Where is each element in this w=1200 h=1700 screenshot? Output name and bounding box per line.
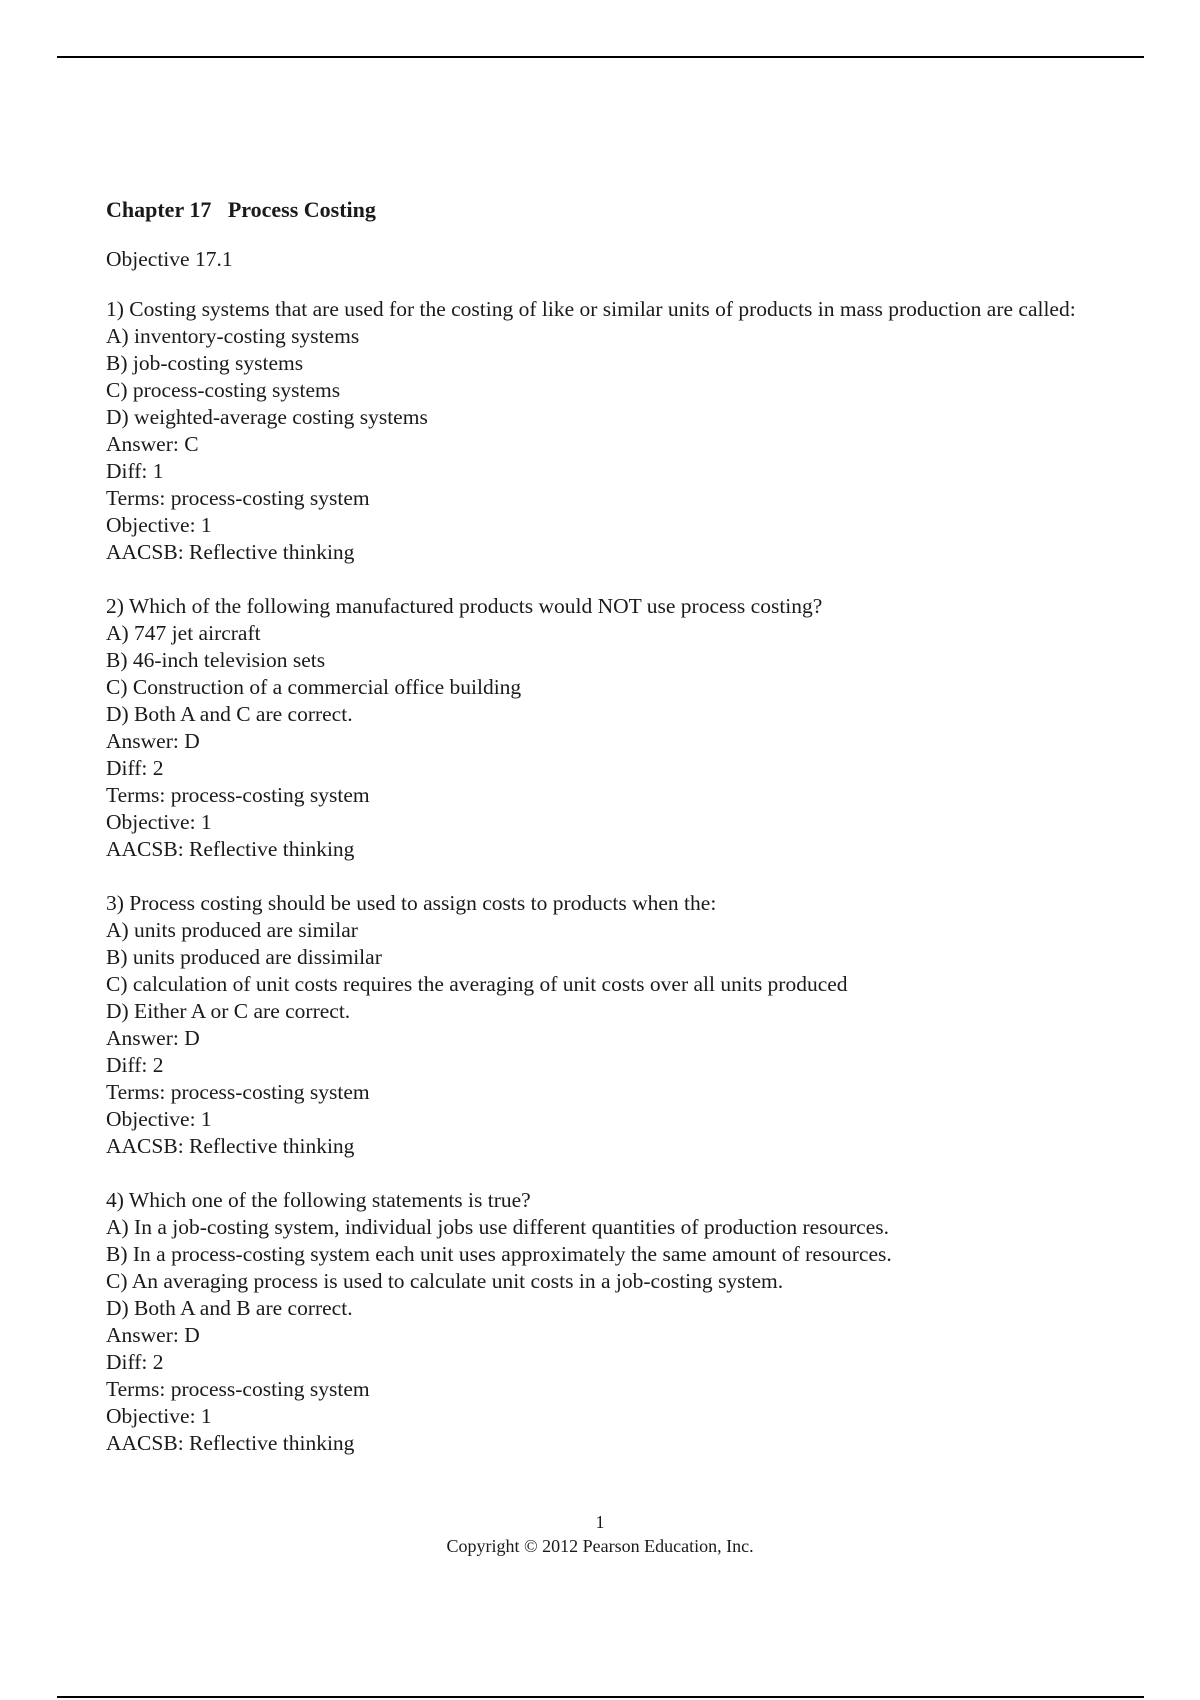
- answer-key: Answer: D: [106, 1323, 200, 1347]
- terms: Terms: process-costing system: [106, 783, 370, 807]
- objective-heading: Objective 17.1: [106, 247, 233, 271]
- answer-key: Answer: D: [106, 1026, 200, 1050]
- difficulty: Diff: 1: [106, 459, 164, 483]
- objective: Objective: 1: [106, 810, 212, 834]
- objective: Objective: 1: [106, 1107, 212, 1131]
- answer-option: B) units produced are dissimilar: [106, 945, 382, 969]
- answer-option: C) calculation of unit costs requires the averaging of unit costs over all units produced: [106, 972, 848, 996]
- terms: Terms: process-costing system: [106, 486, 370, 510]
- objective: Objective: 1: [106, 513, 212, 537]
- difficulty: Diff: 2: [106, 756, 164, 780]
- objective: Objective: 1: [106, 1404, 212, 1428]
- answer-option: D) Both A and C are correct.: [106, 702, 353, 726]
- answer-option: A) In a job-costing system, individual jobs use different quantities of production resources.: [106, 1215, 889, 1239]
- terms: Terms: process-costing system: [106, 1080, 370, 1104]
- question-item: [106, 296, 1106, 566]
- answer-option: B) In a process-costing system each unit uses approximately the same amount of resources.: [106, 1242, 892, 1266]
- copyright-notice: Copyright © 2012 Pearson Education, Inc.: [446, 1536, 754, 1556]
- aacsb-tag: AACSB: Reflective thinking: [106, 1134, 355, 1158]
- aacsb-tag: AACSB: Reflective thinking: [106, 837, 355, 861]
- answer-option: A) inventory-costing systems: [106, 324, 360, 348]
- document-body: [106, 196, 1106, 1484]
- aacsb-tag: AACSB: Reflective thinking: [106, 1431, 355, 1455]
- difficulty: Diff: 2: [106, 1350, 164, 1374]
- aacsb-tag: AACSB: Reflective thinking: [106, 540, 355, 564]
- question-stem: 2) Which of the following manufactured products would NOT use process costing?: [106, 594, 823, 618]
- question-list: [106, 296, 1106, 1457]
- answer-option: A) 747 jet aircraft: [106, 621, 261, 645]
- question-stem: 1) Costing systems that are used for the costing of like or similar units of products in mass production are called:: [106, 297, 1076, 321]
- answer-key: Answer: C: [106, 432, 199, 456]
- answer-option: D) Either A or C are correct.: [106, 999, 351, 1023]
- chapter-title: Chapter 17 Process Costing: [106, 197, 376, 222]
- answer-option: B) job-costing systems: [106, 351, 304, 375]
- answer-key: Answer: D: [106, 729, 200, 753]
- answer-option: A) units produced are similar: [106, 918, 358, 942]
- answer-option: C) An averaging process is used to calculate unit costs in a job-costing system.: [106, 1269, 784, 1293]
- question-stem: 4) Which one of the following statements is true?: [106, 1188, 531, 1212]
- question-item: [106, 593, 1106, 863]
- answer-option: B) 46-inch television sets: [106, 648, 326, 672]
- answer-option: D) weighted-average costing systems: [106, 405, 428, 429]
- bottom-rule: [57, 1696, 1144, 1698]
- difficulty: Diff: 2: [106, 1053, 164, 1077]
- question-stem: 3) Process costing should be used to assign costs to products when the:: [106, 891, 717, 915]
- answer-option: C) process-costing systems: [106, 378, 341, 402]
- question-item: [106, 1187, 1106, 1457]
- question-item: [106, 890, 1106, 1160]
- page-footer: [0, 1510, 1200, 1558]
- answer-option: D) Both A and B are correct.: [106, 1296, 353, 1320]
- terms: Terms: process-costing system: [106, 1377, 370, 1401]
- page-number: 1: [595, 1512, 605, 1532]
- top-rule: [57, 56, 1144, 58]
- answer-option: C) Construction of a commercial office building: [106, 675, 522, 699]
